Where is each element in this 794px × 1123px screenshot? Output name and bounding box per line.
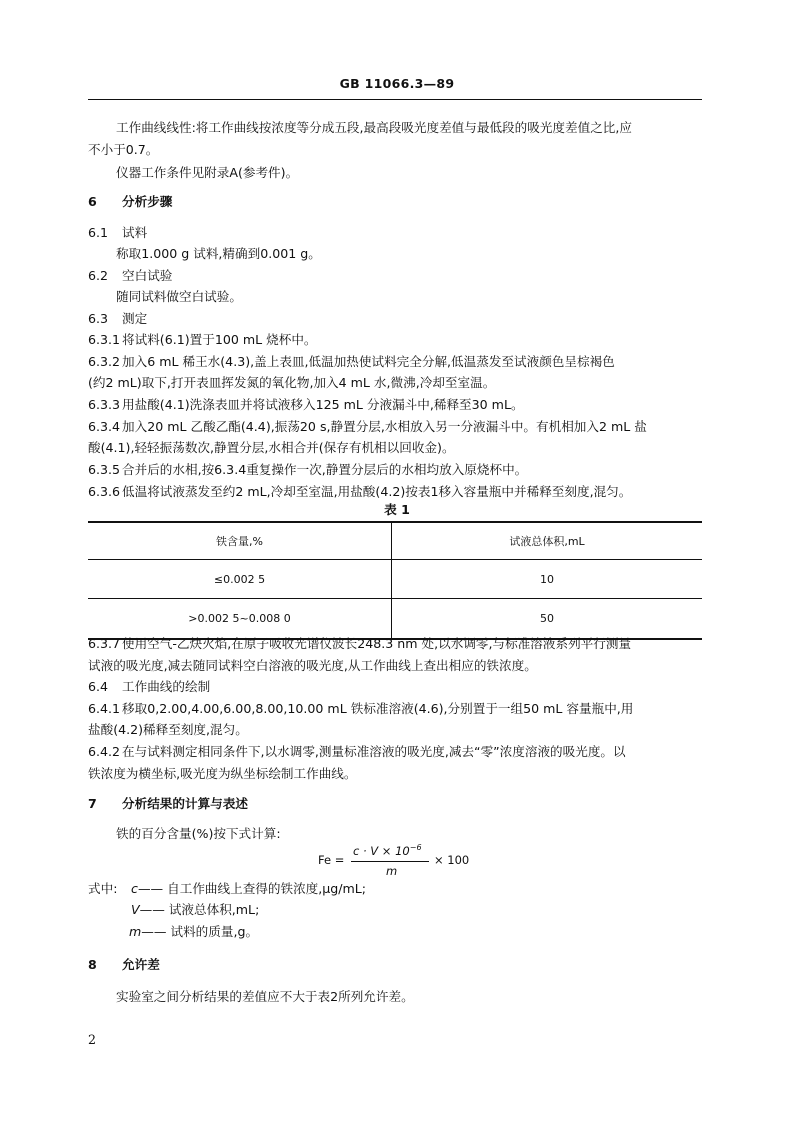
section-6-3-1-text: 将试料(6.1)置于100 mL 烧杯中。 <box>122 332 317 347</box>
section-6-1-heading <box>88 223 147 243</box>
section-6-3-2-line-1 <box>88 352 615 372</box>
section-6-4-title: 工作曲线的绘制 <box>122 679 211 694</box>
section-6-3-5-text: 合并后的水相,按6.3.4重复操作一次,静置分层后的水相均放入原烧杯中。 <box>122 462 528 477</box>
section-6-3-2-text-1: 加入6 mL 稀王水(4.3),盖上表皿,低温加热使试料完全分解,低温蒸发至试液颜色呈棕褐色 <box>122 354 615 369</box>
section-6-4-number: 6.4 <box>88 679 109 694</box>
section-7-title: 分析结果的计算与表述 <box>122 796 248 811</box>
formula-exponent: −6 <box>409 843 422 852</box>
section-6-3-2-number: 6.3.2 <box>88 354 121 369</box>
section-6-heading <box>88 192 172 212</box>
section-6-3-3-text: 用盐酸(4.1)洗涤表皿并将试液移入125 mL 分液漏斗中,稀释至30 mL。 <box>122 397 524 412</box>
variable-description: —— 试料的质量,g。 <box>141 924 259 939</box>
linearity-line-2: 不小于0.7。 <box>88 142 159 157</box>
table-row <box>88 560 702 599</box>
table-cell-iron-content: >0.002 5~0.008 0 <box>88 599 392 640</box>
section-6-3-heading <box>88 309 147 329</box>
section-6-4-2-text-1: 在与试料测定相同条件下,以水调零,测量标准溶液的吸光度,减去“零”浓度溶液的吸光度。以 <box>122 744 626 759</box>
section-6-1-body: 称取1.000 g 试料,精确到0.001 g。 <box>116 246 321 261</box>
section-6-4-1-number: 6.4.1 <box>88 701 121 716</box>
variable-symbol: V <box>131 902 140 917</box>
variable-description: —— 自工作曲线上查得的铁浓度,μg/mL; <box>137 881 367 896</box>
table-header-total-volume: 试液总体积,mL <box>392 522 703 560</box>
section-8-title: 允许差 <box>122 957 160 972</box>
section-6-3-5-number: 6.3.5 <box>88 462 121 477</box>
section-6-3-2-line-2: (约2 mL)取下,打开表皿挥发氮的氧化物,加入4 mL 水,微沸,冷却至室温。 <box>88 375 496 390</box>
section-6-3-7-line-2: 试液的吸光度,减去随同试料空白溶液的吸光度,从工作曲线上查出相应的铁浓度。 <box>88 658 537 673</box>
section-6-2-number: 6.2 <box>88 268 109 283</box>
section-8-heading <box>88 955 160 975</box>
variable-c <box>131 879 366 899</box>
section-6-4-1-text-1: 移取0,2.00,4.00,6.00,8.00,10.00 mL 铁标准溶液(4.6),分别置于一组50 mL 容量瓶中,用 <box>122 701 634 716</box>
section-6-3-4-line-2: 酸(4.1),轻轻振荡数次,静置分层,水相合并(保存有机相以回收金)。 <box>88 440 455 455</box>
section-6-4-1-line-1 <box>88 699 633 719</box>
section-8-number: 8 <box>88 957 97 972</box>
section-6-number: 6 <box>88 194 97 209</box>
variable-v <box>131 900 259 920</box>
formula-numerator <box>353 843 422 858</box>
variable-symbol: c <box>131 881 138 896</box>
section-6-3-5 <box>88 460 527 480</box>
section-6-4-2-line-2: 铁浓度为横坐标,吸光度为纵坐标绘制工作曲线。 <box>88 766 357 781</box>
formula-lhs: Fe = <box>318 853 345 867</box>
linearity-line-1: 工作曲线线性:将工作曲线按浓度等分成五段,最高段吸光度差值与最低段的吸光度差值之比,应 <box>116 120 632 135</box>
section-6-4-2-line-1 <box>88 742 626 762</box>
section-6-3-4-text-1: 加入20 mL 乙酸乙酯(4.4),振荡20 s,静置分层,水相放入另一分液漏斗中。有机相加入2 mL 盐 <box>122 419 647 434</box>
section-6-2-heading <box>88 266 172 286</box>
section-6-2-body: 随同试料做空白试验。 <box>116 289 242 304</box>
document-id: GB 11066.3—89 <box>339 76 455 91</box>
section-6-3-6-number: 6.3.6 <box>88 484 121 499</box>
section-6-3-1-number: 6.3.1 <box>88 332 121 347</box>
table-cell-iron-content: ≤0.002 5 <box>88 560 392 599</box>
section-6-4-2-number: 6.4.2 <box>88 744 121 759</box>
where-label: 式中: <box>88 881 118 896</box>
variable-description: —— 试液总体积,mL; <box>139 902 260 917</box>
header-rule <box>88 99 702 100</box>
page-number: 2 <box>88 1032 97 1047</box>
table-row <box>88 599 702 640</box>
section-6-2-title: 空白试验 <box>122 268 173 283</box>
table-header-row <box>88 522 702 560</box>
section-6-3-7-line-1 <box>88 634 631 654</box>
variable-m <box>129 922 258 942</box>
table-1 <box>88 521 702 640</box>
section-6-3-6-text: 低温将试液蒸发至约2 mL,冷却至室温,用盐酸(4.2)按表1移入容量瓶中并稀释至刻度,混匀。 <box>122 484 632 499</box>
section-6-4-1-line-2: 盐酸(4.2)稀释至刻度,混匀。 <box>88 722 248 737</box>
formula-numerator-text: c · V × 10 <box>353 843 410 858</box>
table-cell-total-volume: 10 <box>392 560 703 599</box>
section-6-title: 分析步骤 <box>122 194 173 209</box>
section-6-4-heading <box>88 677 210 697</box>
variable-symbol: m <box>129 924 142 939</box>
calculation-intro: 铁的百分含量(%)按下式计算: <box>116 826 281 841</box>
section-6-3-1 <box>88 330 317 350</box>
section-6-3-7-text-1: 使用空气-乙炔火焰,在原子吸收光谱仪波长248.3 nm 处,以水调零,与标准溶液系列平行测量 <box>122 636 632 651</box>
table-cell-total-volume: 50 <box>392 599 703 640</box>
fraction-bar <box>351 861 429 862</box>
section-6-3-4-number: 6.3.4 <box>88 419 121 434</box>
section-8-body: 实验室之间分析结果的差值应不大于表2所列允许差。 <box>116 989 414 1004</box>
formula-multiplier: × 100 <box>434 853 470 867</box>
section-6-3-7-number: 6.3.7 <box>88 636 121 651</box>
formula-denominator: m <box>386 864 398 878</box>
section-6-1-title: 试料 <box>122 225 148 240</box>
section-6-3-3-number: 6.3.3 <box>88 397 121 412</box>
section-7-number: 7 <box>88 796 97 811</box>
section-6-3-number: 6.3 <box>88 311 109 326</box>
section-6-3-title: 测定 <box>122 311 148 326</box>
section-6-1-number: 6.1 <box>88 225 109 240</box>
section-6-3-3 <box>88 395 524 415</box>
instrument-conditions: 仪器工作条件见附录A(参考件)。 <box>116 165 299 180</box>
table-1-caption: 表 1 <box>384 502 410 517</box>
section-7-heading <box>88 794 248 814</box>
table-header-iron-content: 铁含量,% <box>88 522 392 560</box>
section-6-3-4-line-1 <box>88 417 647 437</box>
